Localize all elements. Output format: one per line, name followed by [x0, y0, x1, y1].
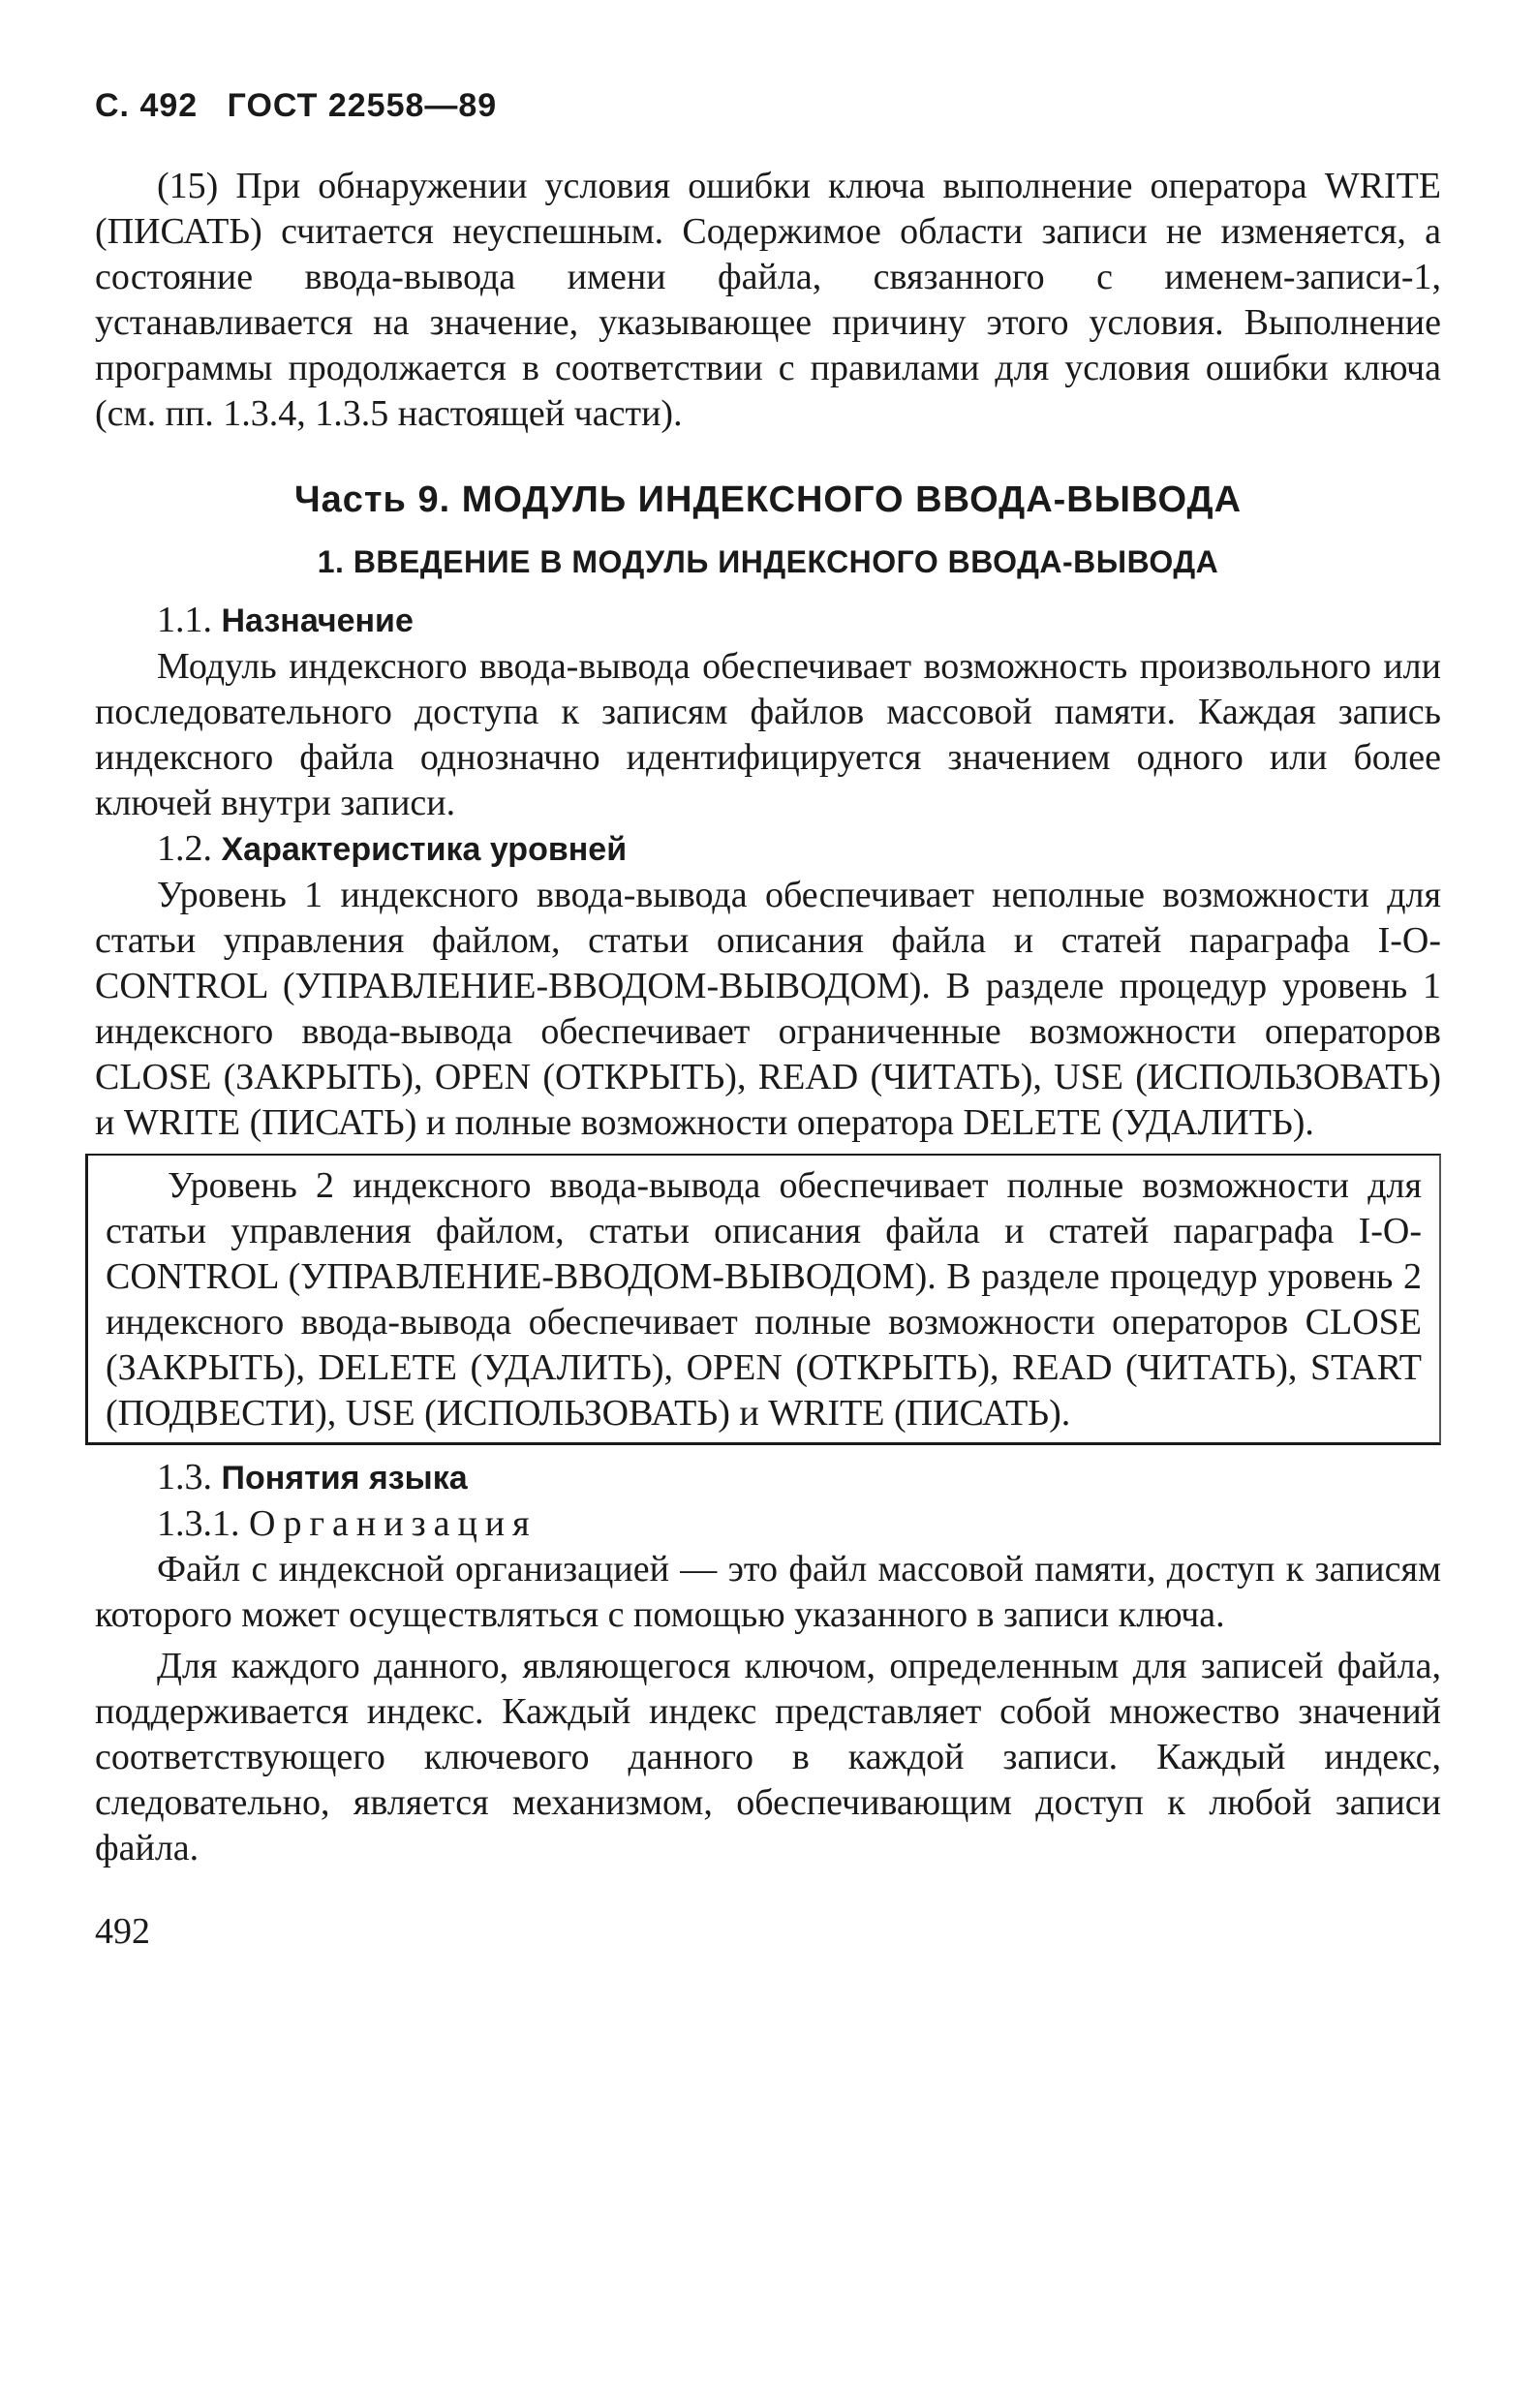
section-title: 1. ВВЕДЕНИЕ В МОДУЛЬ ИНДЕКСНОГО ВВОДА-ВЫВОДА [317, 544, 1219, 579]
subsection-1-1-heading [95, 598, 1441, 644]
subsection-1-2-text: Уровень 1 индексного ввода-вывода обеспечивает неполные возможности для статьи управления файлом, статьи описания файла и статей параграфа I-O-CONTROL (УПРАВЛЕНИЕ-ВВОДОМ-ВЫВОДОМ). В разделе процедур уровень 1 индексного ввода-вывода обеспечивает ограниченные возможности операторов CLOSE (ЗАКРЫТЬ), OPEN (ОТКРЫТЬ), READ (ЧИТАТЬ), USE (ИСПОЛЬЗОВАТЬ) и WRITE (ПИСАТЬ) и полные возможности оператора DELETE (УДАЛИТЬ). [95, 875, 1441, 1143]
paragraph-15: (15) При обнаружении условия ошибки ключа выполнение оператора WRITE (ПИСАТЬ) считается неуспешным. Содержимое области записи не изменяется, а состояние ввода-вывода имени файла, связанного с именем-записи-1, устанавливается на значение, указывающее причину этого условия. Выполнение программы продолжается в соответствии с правилами для условия ошибки ключа (см. пп. 1.3.4, 1.3.5 настоящей части). [95, 166, 1441, 434]
subsection-1-3-1-number: 1.3.1. [157, 1503, 240, 1544]
subsection-1-1-number: 1.1. [157, 600, 212, 640]
part-title: Часть 9. МОДУЛЬ ИНДЕКСНОГО ВВОДА-ВЫВОДА [293, 479, 1243, 520]
page-header [95, 87, 1441, 125]
subsection-1-3-number: 1.3. [157, 1457, 212, 1497]
subsection-1-3-1-heading [95, 1501, 1441, 1547]
subsection-1-1-text: Модуль индексного ввода-вывода обеспечивает возможность произвольного или последовательного доступа к записям файлов массовой памяти. Каждая запись индексного файла однозначно идентифицируется значением одного или более ключей внутри записи. [95, 646, 1441, 823]
subsection-1-3-1-text-2: Для каждого данного, являющегося ключом, определенным для записей файла, поддерживается индекс. Каждый индекс представляет собой множество значений соответствующего ключевого данного в каждой записи. Каждый индекс, следовательно, является механизмом, обеспечивающим доступ к любой записи файла. [95, 1646, 1441, 1868]
subsection-1-3-heading [95, 1455, 1441, 1501]
level-2-text: Уровень 2 индексного ввода-вывода обеспечивает полные возможности для статьи управления файлом, статьи описания файла и статей параграфа I-O-CONTROL (УПРАВЛЕНИЕ-ВВОДОМ-ВЫВОДОМ). В разделе процедур уровень 2 индексного ввода-вывода обеспечивает полные возможности операторов CLOSE (ЗАКРЫТЬ), DELETE (УДАЛИТЬ), OPEN (ОТКРЫТЬ), READ (ЧИТАТЬ), START (ПОДВЕСТИ), USE (ИСПОЛЬЗОВАТЬ) и WRITE (ПИСАТЬ). [106, 1165, 1422, 1434]
level-2-boxed-block [85, 1154, 1441, 1445]
subsection-1-3-1-title: Организация [249, 1503, 538, 1544]
page-number: 492 [95, 1911, 150, 1952]
subsection-1-1-title: Назначение [221, 602, 414, 639]
subsection-1-2-number: 1.2. [157, 828, 212, 869]
subsection-1-2-heading [95, 826, 1441, 873]
subsection-1-2-title: Характеристика уровней [221, 831, 628, 868]
subsection-1-3-1-text-1: Файл с индексной организацией — это файл массовой памяти, доступ к записям которого может осуществляться с помощью указанного в записи ключа. [95, 1549, 1441, 1635]
standard-code: ГОСТ 22558—89 [227, 87, 498, 124]
document-page [95, 87, 1441, 1953]
subsection-1-3-title: Понятия языка [221, 1460, 468, 1497]
page-prefix: С. 492 [95, 87, 199, 124]
